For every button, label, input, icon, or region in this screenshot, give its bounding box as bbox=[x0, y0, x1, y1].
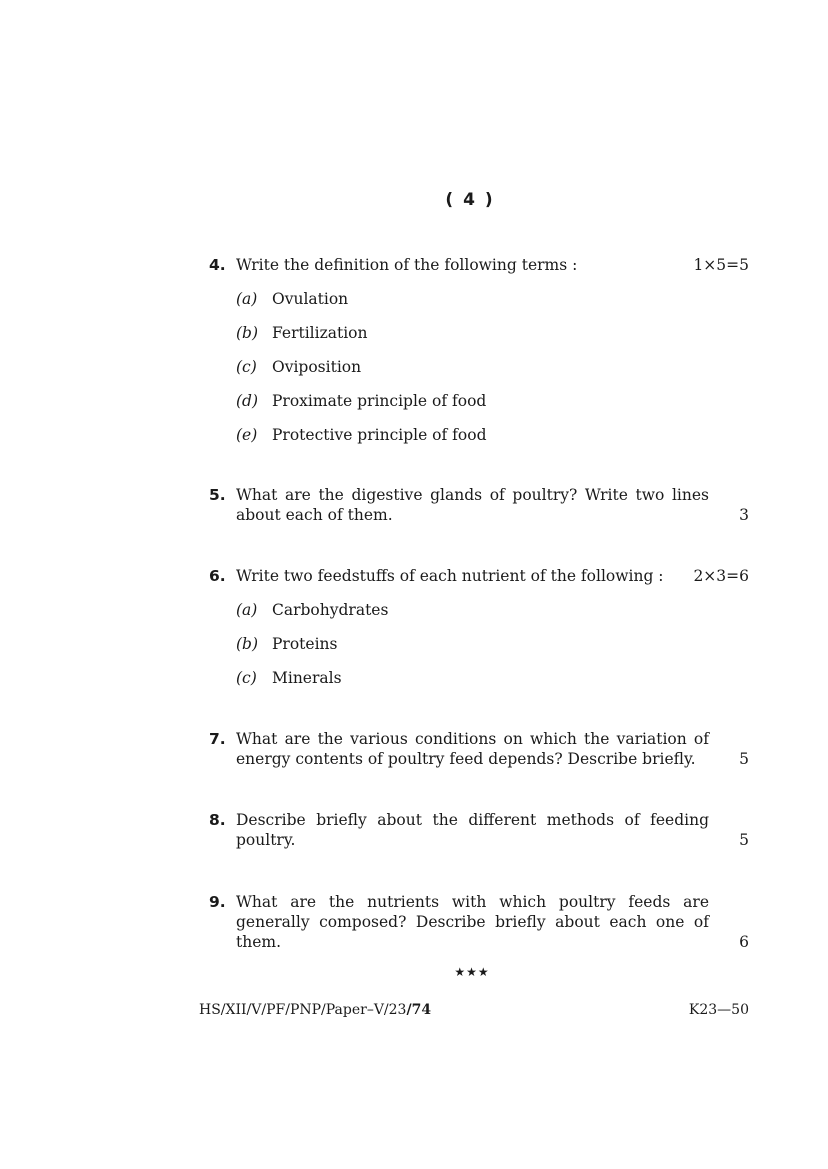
print-code: K23—50 bbox=[688, 1002, 749, 1018]
sub-text: Proximate principle of food bbox=[272, 392, 487, 410]
sub-item bbox=[236, 289, 749, 323]
sub-text: Carbohydrates bbox=[272, 601, 389, 619]
question-9 bbox=[209, 892, 749, 952]
question-number: 9. bbox=[209, 893, 226, 911]
end-mark: ★★★ bbox=[454, 965, 490, 979]
question-marks: 6 bbox=[739, 933, 749, 951]
question-text: Describe briefly about the different methods of feeding poultry. bbox=[236, 811, 709, 849]
sub-item bbox=[236, 391, 749, 425]
question-5 bbox=[209, 485, 749, 525]
question-number: 8. bbox=[209, 811, 226, 829]
paper-code bbox=[199, 1002, 431, 1018]
question-7 bbox=[209, 729, 749, 769]
question-marks: 2×3=6 bbox=[693, 567, 749, 585]
question-number: 4. bbox=[209, 256, 226, 274]
question-marks: 3 bbox=[739, 506, 749, 524]
question-number: 7. bbox=[209, 730, 226, 748]
question-text: What are the nutrients with which poultry feeds are generally composed? Describe briefly about each one of them. bbox=[236, 893, 709, 951]
sub-label: (c) bbox=[236, 358, 257, 376]
sub-label: (e) bbox=[236, 426, 258, 444]
question-marks: 5 bbox=[739, 750, 749, 768]
question-number: 5. bbox=[209, 486, 226, 504]
sub-item bbox=[236, 425, 749, 459]
sub-label: (a) bbox=[236, 290, 258, 308]
sub-item bbox=[236, 357, 749, 391]
question-text: Write the definition of the following terms : bbox=[236, 256, 578, 274]
question-6 bbox=[209, 566, 749, 702]
paper-code-prefix: HS/XII/V/PF/PNP/Paper–V/23 bbox=[199, 1002, 407, 1018]
sub-text: Ovulation bbox=[272, 290, 349, 308]
sub-text: Minerals bbox=[272, 669, 342, 687]
question-marks: 5 bbox=[739, 831, 749, 849]
sub-label: (d) bbox=[236, 392, 259, 410]
sub-text: Oviposition bbox=[272, 358, 362, 376]
question-text: What are the digestive glands of poultry? Write two lines about each of them. bbox=[236, 486, 709, 524]
question-text: Write two feedstuffs of each nutrient of the following : bbox=[236, 567, 664, 585]
question-4 bbox=[209, 255, 749, 459]
sub-label: (a) bbox=[236, 601, 258, 619]
sub-item bbox=[236, 634, 749, 668]
sub-text: Fertilization bbox=[272, 324, 368, 342]
sub-label: (b) bbox=[236, 635, 259, 653]
sub-text: Proteins bbox=[272, 635, 338, 653]
page-number: ( 4 ) bbox=[445, 190, 495, 210]
footer bbox=[199, 1002, 749, 1018]
sub-text: Protective principle of food bbox=[272, 426, 487, 444]
sub-label: (c) bbox=[236, 669, 257, 687]
sub-item bbox=[236, 668, 749, 702]
sub-item bbox=[236, 323, 749, 357]
question-text: What are the various conditions on which the variation of energy contents of poultry feed depends? Describe briefly. bbox=[236, 730, 709, 768]
sub-item bbox=[236, 600, 749, 634]
question-8 bbox=[209, 810, 749, 850]
sub-label: (b) bbox=[236, 324, 259, 342]
question-marks: 1×5=5 bbox=[693, 256, 749, 274]
paper-code-suffix: /74 bbox=[406, 1002, 432, 1018]
question-number: 6. bbox=[209, 567, 226, 585]
